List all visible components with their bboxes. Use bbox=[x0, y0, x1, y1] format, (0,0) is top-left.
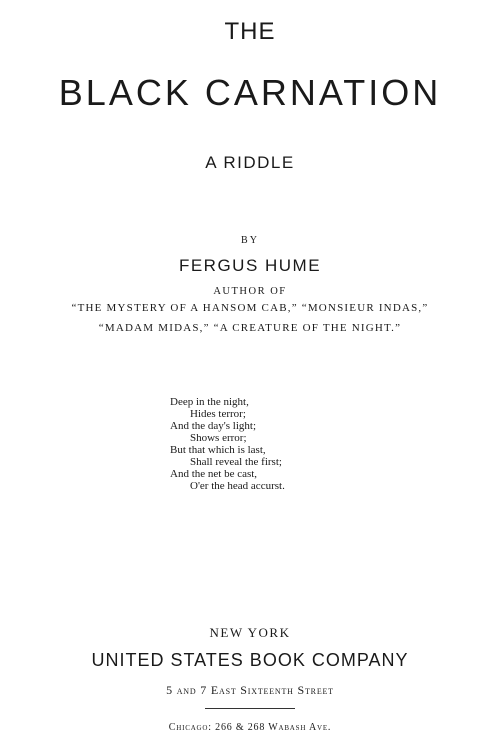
subtitle: A RIDDLE bbox=[205, 153, 295, 172]
author-of-label: AUTHOR OF bbox=[213, 286, 287, 297]
publisher-name: UNITED STATES BOOK COMPANY bbox=[91, 650, 409, 670]
verse-line: And the day's light; bbox=[170, 420, 257, 432]
verse-line: Shows error; bbox=[190, 432, 247, 444]
publisher-address: 5 and 7 East Sixteenth Street bbox=[166, 683, 334, 697]
title-line-the: THE bbox=[224, 18, 276, 45]
previous-works-line-2: “MADAM MIDAS,” “A CREATURE OF THE NIGHT.” bbox=[98, 322, 402, 334]
verse-line: But that which is last, bbox=[170, 444, 266, 456]
imprint-city: NEW YORK bbox=[209, 625, 291, 640]
by-label: BY bbox=[241, 235, 259, 246]
verse-line: O'er the head accurst. bbox=[190, 480, 285, 492]
previous-works-line-1: “THE MYSTERY OF A HANSOM CAB,” “MONSIEUR INDAS,” bbox=[71, 302, 429, 314]
verse-line: Deep in the night, bbox=[170, 396, 249, 408]
branch-address: Chicago: 266 & 268 Wabash Ave. bbox=[168, 722, 332, 733]
author-name: FERGUS HUME bbox=[178, 256, 322, 275]
epigraph-verse bbox=[170, 396, 370, 492]
book-title: BLACK CARNATION bbox=[58, 72, 442, 113]
verse-line: And the net be cast, bbox=[170, 468, 258, 480]
verse-line: Hides terror; bbox=[190, 408, 246, 420]
divider-rule bbox=[205, 708, 295, 709]
verse-line: Shall reveal the first; bbox=[190, 456, 282, 468]
